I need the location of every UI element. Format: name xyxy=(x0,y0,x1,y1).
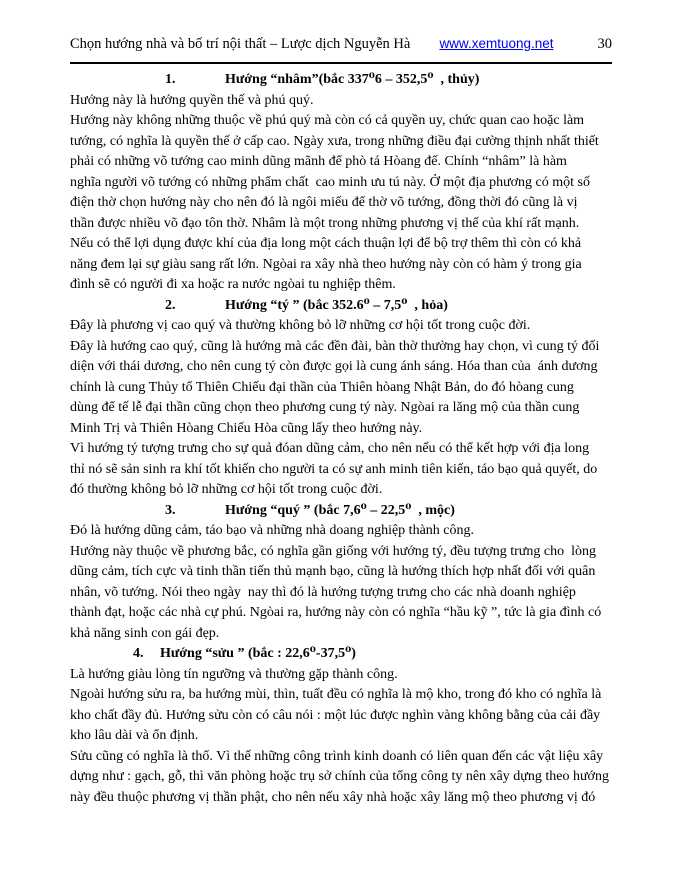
heading-number: 3. xyxy=(165,502,176,518)
body-line: Hướng này là hướng quyền thế và phú quý. xyxy=(70,92,314,108)
body-line: này đều thuộc phương vị thần phật, cho nên nếu xây nhà hoặc xây lăng mộ theo phương vị đó xyxy=(70,789,596,805)
body-line: Minh Trị và Thiên Hòang Chiếu Hòa cũng lấy theo hướng này. xyxy=(70,420,423,436)
page-number: 30 xyxy=(597,36,612,52)
heading-text: Hướng “tý ” (bắc 352.6⁰ – 7,5⁰ , hỏa) xyxy=(225,297,448,313)
body-line: nhân, võ tướng. Nói theo ngày nay thì đó là hướng tượng trưng cho các nhà doanh nghiệp xyxy=(70,584,576,600)
body-line: chính là cung Thủy tổ Thiên Chiếu đại thần của Thiên hòang Nhật Bản, do đó hòang cung xyxy=(70,379,574,395)
body-line: kho chất đầy đủ. Hướng sửu còn có câu nói : một lúc được nghìn vàng không bằng của cải đầy xyxy=(70,707,601,723)
heading-text: Hướng “quý ” (bắc 7,6⁰ – 22,5⁰ , mộc) xyxy=(225,502,455,518)
body-line: dựng như : gạch, gỗ, thì văn phòng hoặc trụ sở chính của tổng công ty nên xây dựng theo hướng xyxy=(70,769,609,784)
body-line: năng đem lại sự giàu sang rất lớn. Ngòai ra xây nhà theo hướng này còn có hàm ý trong gia xyxy=(70,256,582,272)
body-line: kho lâu dài và ổn định. xyxy=(70,728,199,743)
body-line: Hướng này không những thuộc về phú quý mà còn có cả quyền uy, chức quan cao hoặc làm xyxy=(70,113,585,128)
body-line: điện thờ chọn hướng này cho nên đó là ngôi miếu để thờ võ tướng, đồng thời đó cũng là vị xyxy=(70,195,578,210)
page-header xyxy=(70,36,612,53)
document-body xyxy=(70,64,612,808)
heading-number: 2. xyxy=(165,297,176,313)
body-line: Sửu cũng có nghĩa là thổ. Vì thế những công trình kinh doanh có liên quan đến các vật liệu xây xyxy=(70,748,604,764)
heading-text: Hướng “nhâm”(bắc 337⁰6 – 352,5⁰ , thủy) xyxy=(225,72,480,87)
body-line: dũng cảm, tích cực và tinh thần tiến thủ mạnh bạo, cũng là hướng thích hợp nhất đối với quân xyxy=(70,564,596,579)
heading-text: Hướng “sửu ” (bắc : 22,6⁰-37,5⁰) xyxy=(160,646,356,661)
body-line: Là hướng giàu lòng tín ngưỡng và thường gặp thành công. xyxy=(70,666,398,682)
body-line: nghĩa người võ tướng có những phẩm chất cao minh ưu tú này. Ở một địa phương có một số xyxy=(70,174,591,190)
section-heading xyxy=(70,296,612,317)
body-line: thỉ nó sẽ sản sinh ra khí tốt khiến cho người ta có sự anh minh tiên kiến, táo bạo quả quyết, do xyxy=(70,461,598,477)
body-line: Vì hướng tý tượng trưng cho sự quả đóan dũng cảm, cho nên nếu có thể kết hợp với địa long xyxy=(70,441,590,456)
heading-number: 4. xyxy=(133,646,144,661)
body-line: phải có những võ tướng cao minh dũng mãnh để phò tá Hòang đế. Chính “nhâm” là hàm xyxy=(70,154,567,169)
body-line: dùng để tế lễ đại thần cũng chọn theo phương cung tý này. Ngòai ra lăng mộ của thần cung xyxy=(70,400,580,415)
body-line: tướng, có nghĩa là quyền thế ở cấp cao. Ngày xưa, trong những điều đại cường thịnh nhất thiết xyxy=(70,133,599,149)
body-line: Nếu có thể lợi dụng được khí của địa long một cách thuận lợi để bộ trợ thêm thì còn có khả xyxy=(70,236,582,251)
body-line: Ngoài hướng sửu ra, ba hướng mùi, thìn, tuất đều có nghĩa là mộ kho, trong đó kho có nghĩa là xyxy=(70,687,602,702)
section-heading xyxy=(70,70,612,91)
body-line: Đây là phương vị cao quý và thường không bỏ lỡ những cơ hội tốt trong cuộc đời. xyxy=(70,318,531,333)
document-title: Chọn hướng nhà và bố trí nội thất – Lược dịch Nguyễn Hà xyxy=(70,36,411,52)
body-line: Đây là hướng cao quý, cũng là hướng mà các đền đài, bàn thờ thường hay chọn, vì cung tý đối xyxy=(70,338,600,354)
body-line: thần được nhiều võ đạo tôn thờ. Nhâm là một trong những phương vị thế của khí rất mạnh. xyxy=(70,215,580,231)
website-link[interactable]: www.xemtuong.net xyxy=(439,36,554,51)
section-heading xyxy=(70,501,612,522)
body-line: Đó là hướng dũng cảm, táo bạo và những nhà doang nghiệp thành công. xyxy=(70,523,474,538)
body-line: khả năng sinh con gái đẹp. xyxy=(70,625,220,641)
body-line: đó thường không bỏ lỡ những cơ hội tốt trong cuộc đời. xyxy=(70,482,383,497)
section-heading xyxy=(70,644,612,665)
body-line: diện với thái dương, cho nên cung tý còn được gọi là cung ánh sáng. Hóa than của ánh dương xyxy=(70,359,598,374)
body-line: đình sẽ có người đi xa hoặc ra nước ngòai tu nghiệp thêm. xyxy=(70,277,396,292)
heading-number: 1. xyxy=(165,72,176,87)
body-line: thành đạt, hoặc các nhà cự phú. Ngòai ra, hướng này còn có nghĩa “hầu kỹ ”, tức là gia đình có xyxy=(70,605,602,620)
body-line: Hướng này thuộc về phương bắc, có nghĩa gần giống với hướng tý, đều tượng trưng cho lòng xyxy=(70,543,596,559)
